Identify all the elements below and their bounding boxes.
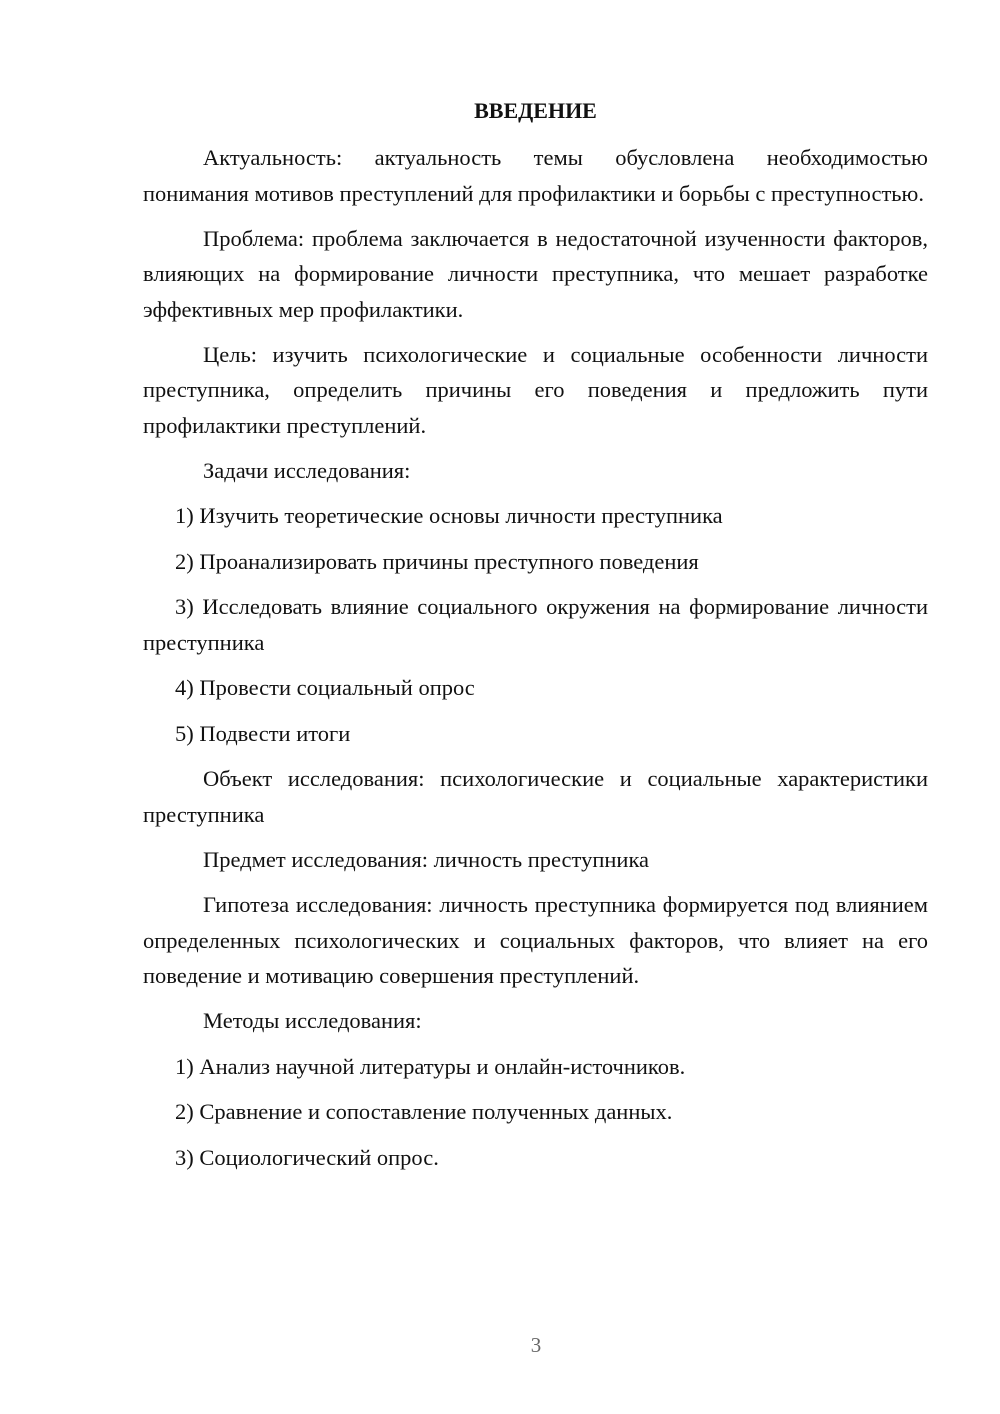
tasks-heading: Задачи исследования: (203, 457, 411, 483)
task-item: 2) Проанализировать причины преступного поведения (175, 548, 699, 574)
method-item: 2) Сравнение и сопоставление полученных данных. (175, 1099, 673, 1124)
object-paragraph: Объект исследования: психологические и социальные характеристики преступника (143, 766, 928, 827)
document-body (143, 96, 928, 1185)
hypothesis-paragraph: Гипотеза исследования: личность преступника формируется под влиянием определенных психологических и социальных факторов, что влияет на его поведение и мотивацию совершения преступлений. (143, 892, 928, 988)
page-title: ВВЕДЕНИЕ (474, 98, 597, 123)
relevance-paragraph: Актуальность: актуальность темы обусловлена необходимостью понимания мотивов преступлений для профилактики и борьбы с преступностью. (143, 145, 928, 206)
task-item: 4) Провести социальный опрос (175, 675, 475, 700)
methods-heading: Методы исследования: (203, 1008, 422, 1033)
problem-paragraph: Проблема: проблема заключается в недостаточной изученности факторов, влияющих на формирование личности преступника, что мешает разработке эффективных мер профилактики. (143, 225, 928, 322)
method-item: 3) Социологический опрос. (175, 1144, 439, 1170)
task-item: 1) Изучить теоретические основы личности преступника (175, 503, 723, 528)
task-item: 5) Подвести итоги (175, 720, 351, 746)
method-item: 1) Анализ научной литературы и онлайн-источников. (175, 1053, 686, 1079)
subject-paragraph: Предмет исследования: личность преступника (203, 846, 650, 872)
page-number: 3 (530, 1333, 542, 1357)
goal-paragraph: Цель: изучить психологические и социальные особенности личности преступника, определить причины его поведения и предложить пути профилактики преступлений. (143, 341, 928, 438)
task-item: 3) Исследовать влияние социального окружения на формирование личности преступника (143, 594, 928, 655)
